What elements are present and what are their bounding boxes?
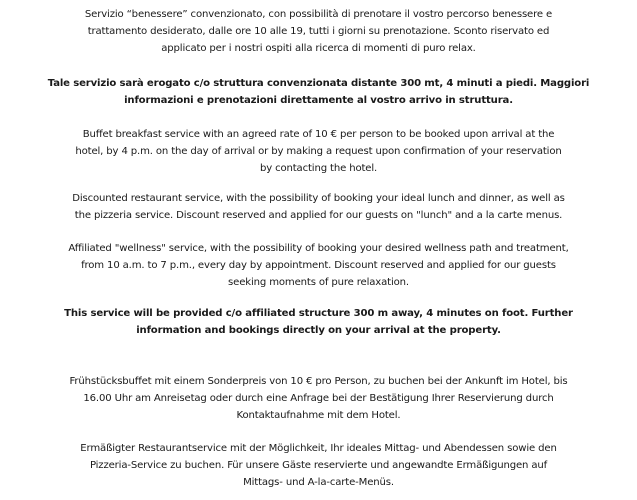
text-line: Mittags- und A-la-carte-Menüs. (243, 477, 394, 489)
text-line: 16.00 Uhr am Anreisetag oder durch eine Anfrage bei der Bestätigung Ihrer Reservierung durch (83, 393, 554, 405)
paragraph-breakfast-english (0, 126, 637, 178)
paragraph-notice-english (0, 305, 637, 339)
text-line: Discounted restaurant service, with the possibility of booking your ideal lunch and dinner, as well as (72, 193, 565, 204)
text-line: Tale servizio sarà erogato c/o struttura convenzionata distante 300 mt, 4 minuti a piedi. Maggiori (47, 78, 590, 89)
text-line: hotel, by 4 p.m. on the day of arrival or by making a request upon confirmation of your reservation (75, 146, 562, 158)
text-line: the pizzeria service. Discount reserved and applied for our guests on "lunch" and a la carte menus. (74, 210, 563, 222)
text-line: Affiliated "wellness" service, with the possibility of booking your desired wellness path and treatment, (68, 243, 569, 254)
text-line: This service will be provided c/o affiliated structure 300 m away, 4 minutes on foot. Further (64, 308, 573, 319)
paragraph-wellness-italian (0, 6, 637, 58)
text-line: applicato per i nostri ospiti alla ricerca di momenti di puro relax. (161, 43, 476, 55)
text-line: Servizio “benessere” convenzionato, con possibilità di prenotare il vostro percorso benessere e (84, 9, 553, 20)
text-line: from 10 a.m. to 7 p.m., every day by appointment. Discount reserved and applied for our guests (81, 260, 556, 272)
text-line: informazioni e prenotazioni direttamente al vostro arrivo in struttura. (124, 95, 513, 107)
text-line: Pizzeria-Service zu buchen. Für unsere Gäste reservierte und angewandte Ermäßigungen auf (89, 460, 548, 472)
paragraph-breakfast-german (0, 373, 637, 425)
text-line: by contacting the hotel. (259, 163, 378, 175)
paragraph-restaurant-english (0, 190, 637, 224)
text-line: Buffet breakfast service with an agreed rate of 10 € per person to be booked upon arrival at the (82, 129, 555, 140)
paragraph-wellness-english (0, 240, 637, 292)
text-line: seeking moments of pure relaxation. (228, 277, 409, 289)
text-line: Ermäßigter Restaurantservice mit der Möglichkeit, Ihr ideales Mittag- und Abendessen sowie den (80, 443, 557, 454)
text-line: Frühstücksbuffet mit einem Sonderpreis von 10 € pro Person, zu buchen bei der Ankunft im Hotel, bis (69, 376, 568, 387)
paragraph-restaurant-german (0, 440, 637, 492)
text-line: trattamento desiderato, dalle ore 10 alle 19, tutti i giorni su prenotazione. Sconto riservato ed (87, 26, 550, 38)
paragraph-notice-italian (0, 75, 637, 109)
text-line: information and bookings directly on your arrival at the property. (136, 325, 501, 337)
text-line: Kontaktaufnahme mit dem Hotel. (236, 410, 401, 422)
